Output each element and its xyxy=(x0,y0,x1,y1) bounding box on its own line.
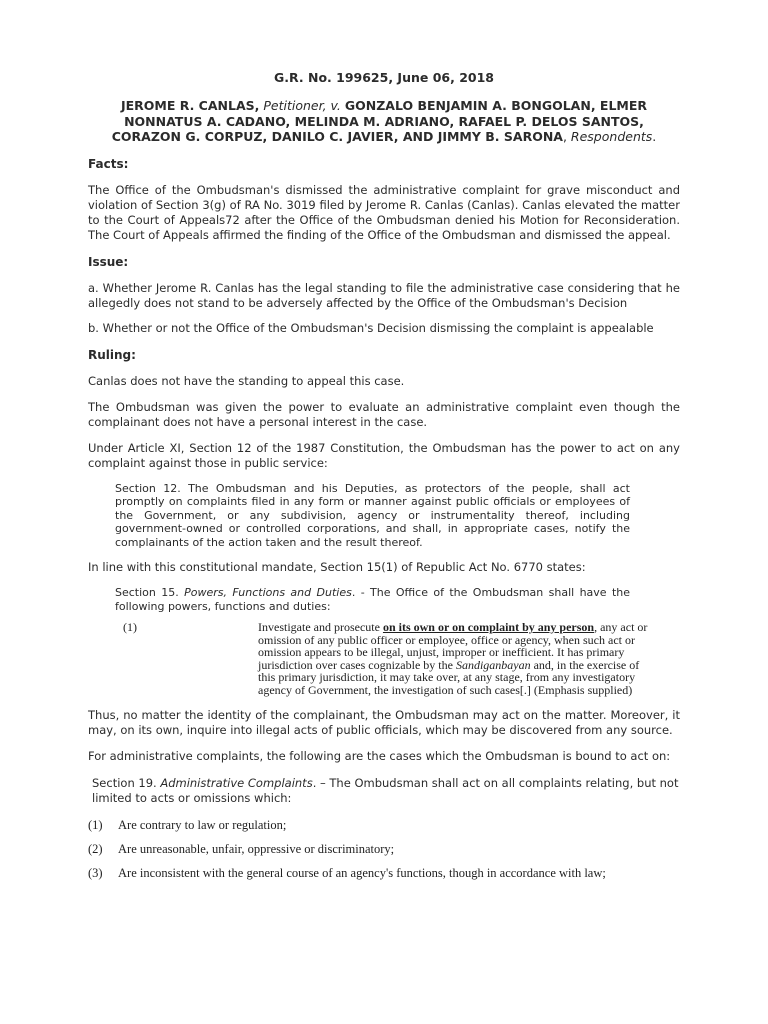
list-item-3-text: Are inconsistent with the general course of an agency's functions, though in accordance with law; xyxy=(118,866,606,880)
list-item-3 xyxy=(88,866,680,881)
ruling-paragraph-2: The Ombudsman was given the power to evaluate an administrative complaint even though the complainant does not have a personal interest in the case. xyxy=(88,399,680,429)
list-item-3-number: (3) xyxy=(88,866,103,880)
section-19-title-italic: Administrative Complaints xyxy=(160,776,313,790)
respondent-names: GONZALO BENJAMIN A. BONGOLAN, ELMER NONNATUS A. CADANO, MELINDA M. ADRIANO, RAFAEL P. DELOS SANTOS, CORAZON G. CORPUZ, DANILO C. JAVIER, AND JIMMY B. SARONA xyxy=(111,98,648,144)
section-12-quote: Section 12. The Ombudsman and his Deputies, as protectors of the people, shall act promptly on complaints filed in any form or manner against public officials or employees of the Government, or any subdivision, agency or instrumentality thereof, including government-owned or controlled corporations, and shall, in appropriate cases, notify the complainants of the action taken and the result thereof. xyxy=(115,481,630,549)
ruling-paragraph-4: In line with this constitutional mandate, Section 15(1) of Republic Act No. 6770 states: xyxy=(88,560,586,574)
sandiganbayan-italic: Sandiganbayan xyxy=(455,657,531,672)
statute-item-1-number: (1) xyxy=(123,620,137,634)
case-parties-line xyxy=(88,98,680,145)
facts-heading: Facts: xyxy=(88,156,129,171)
section-19-prefix: Section 19. xyxy=(92,776,161,790)
section-15-suffix: . - The Office of the Ombudsman shall have the following powers, functions and duties: xyxy=(115,586,630,613)
case-number-title: G.R. No. 199625, June 06, 2018 xyxy=(274,70,494,85)
respondents-separator: , xyxy=(562,129,571,144)
list-item-2-number: (2) xyxy=(88,842,103,856)
issue-heading: Issue: xyxy=(88,254,129,269)
section-15-prefix: Section 15. xyxy=(115,586,185,599)
statute-item-1-emphasis: on its own or on complaint by any person xyxy=(382,620,595,634)
list-item-1 xyxy=(88,818,680,833)
list-item-2 xyxy=(88,842,680,857)
ruling-paragraph-5: Thus, no matter the identity of the complainant, the Ombudsman may act on the matter. Moreover, it may, on its own, inquire into illegal acts of public officials, which may be discovered from any source. xyxy=(88,708,680,737)
issue-a-paragraph: a. Whether Jerome R. Canlas has the legal standing to file the administrative case considering that he allegedly does not stand to be adversely affected by the Office of the Ombudsman's Decision xyxy=(88,280,680,310)
section-19-paragraph xyxy=(92,776,680,806)
statute-item-1-post: and, in the exercise of this primary jurisdiction, it may take over, at any stage, from any investigatory agency of Government, the investigation of such cases[.] (Emphasis supplied) xyxy=(258,657,640,697)
petitioner-label: Petitioner, v. xyxy=(259,98,345,113)
facts-paragraph: The Office of the Ombudsman's dismissed the administrative complaint for grave misconduct and violation of Section 3(g) of RA No. 3019 filed by Jerome R. Canlas (Canlas). Canlas elevated the matter to the Court of Appeals72 after the Office of the Ombudsman denied his Motion for Reconsideration. The Court of Appeals affirmed the finding of the Office of the Ombudsman and dismissed the appeal. xyxy=(88,182,680,242)
list-item-2-text: Are unreasonable, unfair, oppressive or discriminatory; xyxy=(118,842,395,856)
section-15-quote-intro xyxy=(115,586,630,613)
respondents-label: Respondents xyxy=(570,129,653,144)
statute-item-1-mid: , any act or omission of any public officer or employee, office or agency, when such act or omission appears to be illegal, unjust, improper or inefficient. It has primary jurisdiction over cases cognizable by the xyxy=(258,620,648,672)
ruling-paragraph-6: For administrative complaints, the following are the cases which the Ombudsman is bound to act on: xyxy=(88,749,671,763)
section-15-title-italic: Powers, Functions and Duties xyxy=(184,586,352,599)
issue-b-paragraph: b. Whether or not the Office of the Ombudsman's Decision dismissing the complaint is appealable xyxy=(88,320,654,335)
ruling-heading: Ruling: xyxy=(88,347,136,362)
statute-item-1-text xyxy=(258,621,654,696)
statute-item-1 xyxy=(88,621,680,696)
statute-item-1-pre: Investigate and prosecute xyxy=(258,620,383,634)
list-item-1-number: (1) xyxy=(88,818,103,832)
ruling-paragraph-3: Under Article XI, Section 12 of the 1987 Constitution, the Ombudsman has the power to act on any complaint against those in public service: xyxy=(88,440,680,470)
terminal-period: . xyxy=(652,129,657,144)
petitioner-name: JEROME R. CANLAS, xyxy=(120,98,260,113)
ruling-paragraph-1: Canlas does not have the standing to appeal this case. xyxy=(88,373,405,388)
section-19-suffix: . – The Ombudsman shall act on all complaints relating, but not limited to acts or omissions which: xyxy=(92,776,679,805)
list-item-1-text: Are contrary to law or regulation; xyxy=(118,818,287,832)
admin-complaints-list xyxy=(88,818,680,881)
